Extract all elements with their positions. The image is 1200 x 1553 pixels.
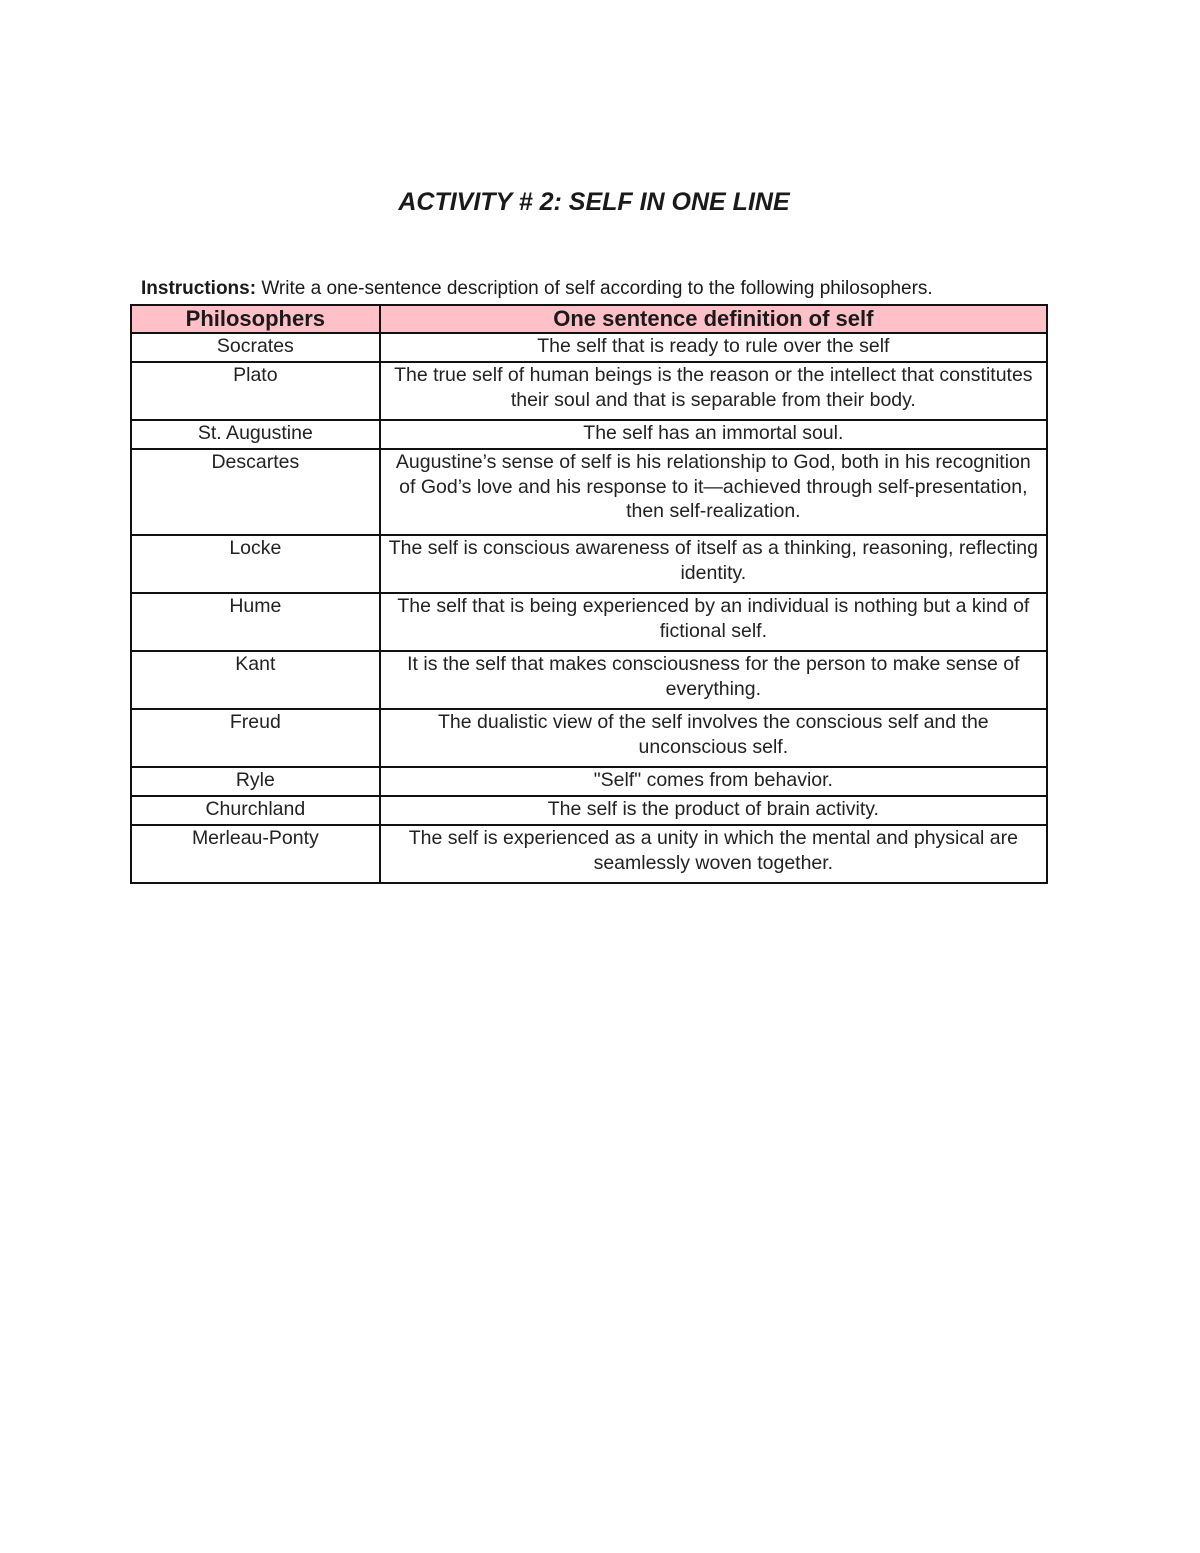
instructions — [141, 278, 933, 300]
table-row — [131, 333, 1047, 362]
self-definition: The self has an immortal soul. — [380, 420, 1047, 449]
table-row — [131, 796, 1047, 825]
table-row — [131, 825, 1047, 883]
self-definition: It is the self that makes consciousness for the person to make sense of everything. — [380, 651, 1047, 709]
philosopher-name: Hume — [131, 593, 380, 651]
column-header-definition: One sentence definition of self — [380, 305, 1047, 333]
philosopher-name: Kant — [131, 651, 380, 709]
philosopher-name: Plato — [131, 362, 380, 420]
table-row — [131, 709, 1047, 767]
table-row — [131, 651, 1047, 709]
column-header-philosophers: Philosophers — [131, 305, 380, 333]
table-row — [131, 767, 1047, 796]
table-row — [131, 449, 1047, 535]
philosophers-table — [130, 304, 1048, 884]
table-row — [131, 535, 1047, 593]
page-title: ACTIVITY # 2: SELF IN ONE LINE — [398, 188, 790, 216]
philosopher-name: St. Augustine — [131, 420, 380, 449]
philosopher-name: Socrates — [131, 333, 380, 362]
philosopher-name: Locke — [131, 535, 380, 593]
philosopher-name: Churchland — [131, 796, 380, 825]
self-definition: The self is experienced as a unity in which the mental and physical are seamlessly woven together. — [380, 825, 1047, 883]
instructions-text: Write a one-sentence description of self according to the following philosophers. — [256, 278, 933, 299]
table-row — [131, 420, 1047, 449]
self-definition: "Self" comes from behavior. — [380, 767, 1047, 796]
philosopher-name: Freud — [131, 709, 380, 767]
philosopher-name: Descartes — [131, 449, 380, 535]
self-definition: Augustine’s sense of self is his relationship to God, both in his recognition of God’s love and his response to it—achieved through self-presentation, then self-realization. — [380, 449, 1047, 535]
self-definition: The dualistic view of the self involves the conscious self and the unconscious self. — [380, 709, 1047, 767]
table-row — [131, 362, 1047, 420]
table-row — [131, 593, 1047, 651]
philosopher-name: Merleau-Ponty — [131, 825, 380, 883]
self-definition: The self that is ready to rule over the self — [380, 333, 1047, 362]
self-definition: The true self of human beings is the reason or the intellect that constitutes their soul and that is separable from their body. — [380, 362, 1047, 420]
instructions-label: Instructions: — [141, 278, 257, 299]
philosopher-name: Ryle — [131, 767, 380, 796]
self-definition: The self is conscious awareness of itself as a thinking, reasoning, reflecting identity. — [380, 535, 1047, 593]
table-header-row — [131, 305, 1047, 333]
self-definition: The self is the product of brain activity. — [380, 796, 1047, 825]
self-definition: The self that is being experienced by an individual is nothing but a kind of fictional self. — [380, 593, 1047, 651]
